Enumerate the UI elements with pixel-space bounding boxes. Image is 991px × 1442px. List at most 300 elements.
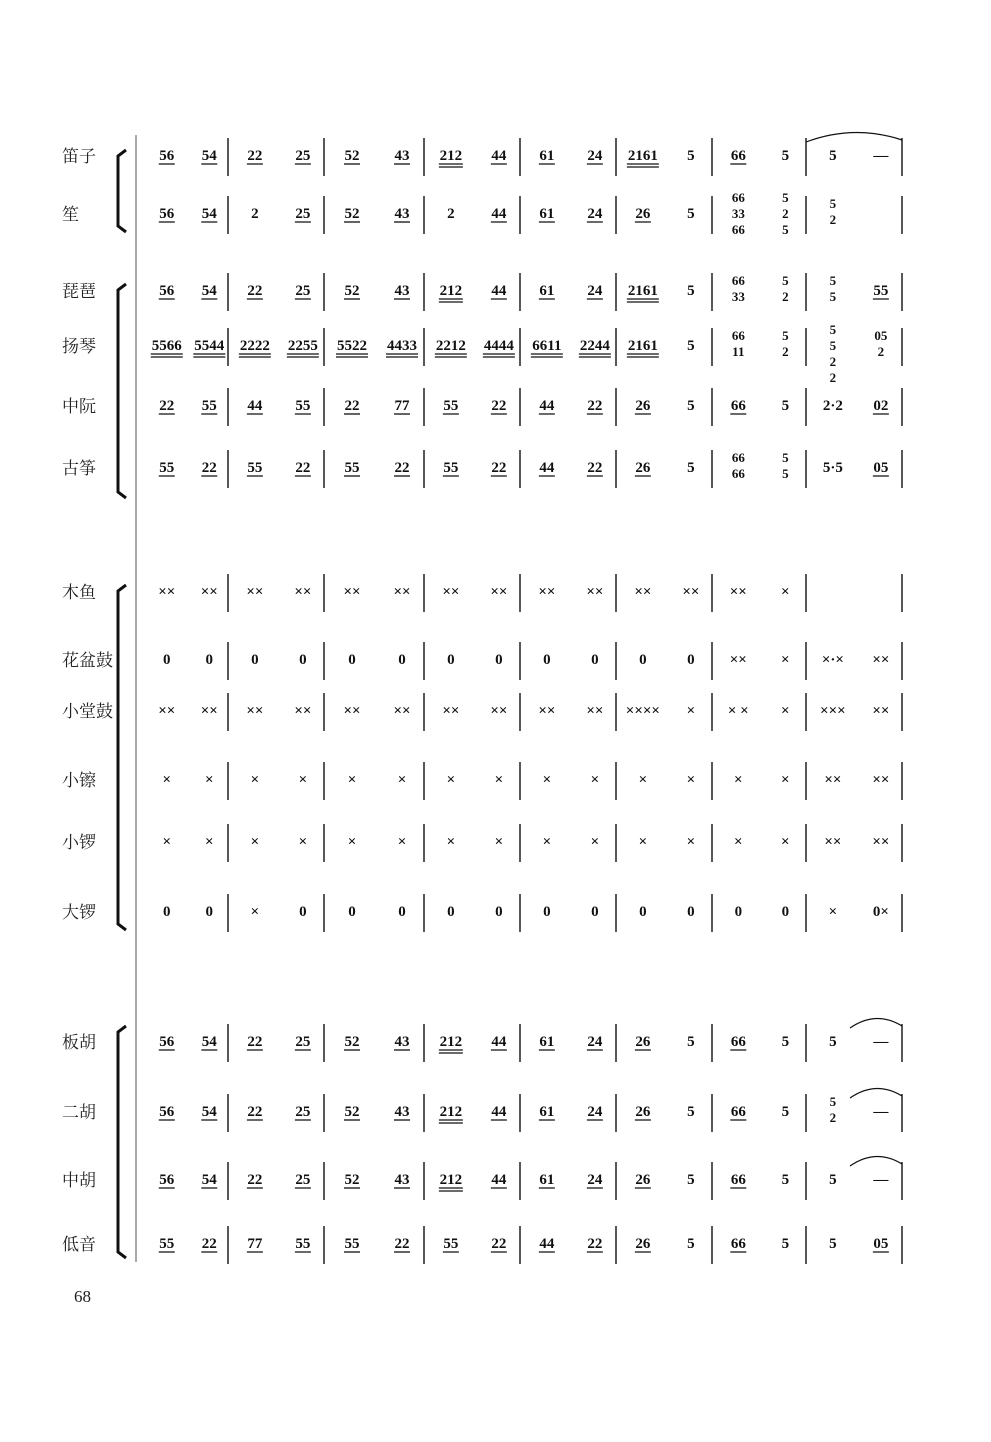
note-beat: 5 bbox=[782, 222, 789, 237]
note-beat: 44 bbox=[539, 460, 555, 476]
note-beat: ××× bbox=[820, 703, 846, 719]
note-beat: 22 bbox=[491, 1236, 507, 1252]
note-beat: 66 bbox=[730, 1104, 746, 1120]
note-beat: × bbox=[638, 772, 648, 788]
note-beat: 0 bbox=[251, 652, 259, 668]
instrument-group-plucked bbox=[62, 273, 902, 498]
note-beat: 5 bbox=[781, 1236, 790, 1252]
note-beat: 43 bbox=[394, 1104, 410, 1120]
note-beat: 56 bbox=[159, 206, 175, 222]
note-beat: ×× bbox=[490, 584, 508, 600]
note-beat: 22 bbox=[491, 398, 507, 414]
note-beat: 4433 bbox=[387, 338, 417, 354]
note-beat: 0 bbox=[687, 904, 695, 920]
note-beat: 2 bbox=[782, 344, 789, 359]
staff-row bbox=[62, 138, 902, 176]
note-beat: 11 bbox=[732, 344, 745, 359]
note-beat: ×× bbox=[538, 584, 556, 600]
note-beat: 5 bbox=[829, 1034, 837, 1050]
note-beat: 0 bbox=[495, 904, 503, 920]
note-beat: × bbox=[347, 772, 357, 788]
note-beat: 52 bbox=[344, 283, 360, 299]
instrument-label: 大锣 bbox=[62, 903, 96, 923]
note-beat: × bbox=[205, 834, 214, 850]
note-beat: — bbox=[873, 1172, 889, 1188]
note-beat: 5 bbox=[687, 460, 695, 476]
note-beat: 05 bbox=[873, 460, 889, 476]
note-beat: × bbox=[347, 834, 357, 850]
note-beat: 61 bbox=[539, 1172, 555, 1188]
note-beat: 5 bbox=[687, 338, 695, 354]
note-beat: 54 bbox=[201, 206, 217, 222]
note-beat: 0 bbox=[299, 904, 307, 920]
instrument-group-bowed bbox=[62, 1024, 902, 1264]
note-beat: 43 bbox=[394, 148, 410, 164]
note-beat: 0 bbox=[543, 904, 551, 920]
note-beat: 5 bbox=[829, 322, 837, 337]
note-beat: 25 bbox=[295, 1104, 311, 1120]
note-beat: 55 bbox=[159, 1236, 175, 1252]
note-beat: ×× bbox=[729, 584, 747, 600]
instrument-label: 板胡 bbox=[62, 1033, 96, 1053]
note-beat: — bbox=[873, 1034, 889, 1050]
note-beat: 212 bbox=[439, 283, 463, 299]
note-beat: 44 bbox=[491, 283, 507, 299]
note-beat: 2 bbox=[447, 206, 455, 222]
note-beat: × bbox=[686, 834, 696, 850]
note-beat: 5 bbox=[829, 1236, 837, 1252]
note-beat: 22 bbox=[247, 148, 263, 164]
note-beat: 24 bbox=[587, 283, 603, 299]
note-beat: ×× bbox=[343, 703, 361, 719]
note-beat: 66 bbox=[731, 190, 745, 205]
note-beat: 44 bbox=[491, 148, 507, 164]
instrument-group-percussion bbox=[62, 574, 902, 932]
note-beat: 5 bbox=[687, 148, 695, 164]
note-beat: 5 bbox=[829, 196, 837, 211]
note-beat: 25 bbox=[295, 1034, 311, 1050]
note-beat: 44 bbox=[491, 1104, 507, 1120]
note-beat: ×× bbox=[200, 584, 218, 600]
note-beat: ×× bbox=[872, 834, 890, 850]
note-beat: 55 bbox=[443, 1236, 459, 1252]
note-beat: × bbox=[298, 834, 308, 850]
note-beat: × bbox=[734, 834, 743, 850]
note-beat: ×× bbox=[393, 584, 411, 600]
note-beat: 25 bbox=[295, 1172, 311, 1188]
group-bracket bbox=[118, 284, 126, 498]
note-beat: 0 bbox=[687, 652, 695, 668]
group-bracket bbox=[118, 585, 126, 930]
note-beat: 52 bbox=[344, 206, 360, 222]
note-beat: 24 bbox=[587, 148, 603, 164]
note-beat: 52 bbox=[344, 1034, 360, 1050]
note-beat: 22 bbox=[394, 460, 410, 476]
note-beat: 0 bbox=[447, 652, 455, 668]
note-beat: × bbox=[781, 652, 790, 668]
note-beat: 56 bbox=[159, 1104, 175, 1120]
instrument-label: 扬琴 bbox=[62, 337, 96, 357]
note-beat: 2 bbox=[829, 354, 837, 369]
staff-row bbox=[62, 1162, 902, 1200]
note-beat: 55 bbox=[247, 460, 263, 476]
note-beat: 5 bbox=[781, 1104, 790, 1120]
note-beat: 22 bbox=[247, 1104, 263, 1120]
note-beat: 5 bbox=[687, 206, 695, 222]
note-beat: × bbox=[828, 904, 838, 920]
note-beat: 54 bbox=[201, 1034, 217, 1050]
note-beat: 2255 bbox=[287, 338, 318, 354]
note-beat: 5 bbox=[782, 466, 789, 481]
staff-row bbox=[62, 388, 902, 426]
staff-row bbox=[62, 1024, 902, 1062]
note-beat: × bbox=[298, 772, 308, 788]
note-beat: 55 bbox=[443, 460, 459, 476]
slur bbox=[850, 1018, 902, 1028]
note-beat: × bbox=[397, 772, 407, 788]
note-beat: 2 bbox=[251, 206, 259, 222]
slur bbox=[806, 132, 902, 142]
note-beat: 0 bbox=[163, 652, 171, 668]
note-beat: 2161 bbox=[627, 338, 658, 354]
note-beat: × bbox=[250, 904, 260, 920]
note-beat: 5 bbox=[687, 1104, 695, 1120]
note-beat: 66 bbox=[730, 398, 746, 414]
note-beat: × bbox=[734, 772, 743, 788]
note-beat: 22 bbox=[394, 1236, 410, 1252]
note-beat: 5 bbox=[781, 148, 790, 164]
staff-row bbox=[62, 322, 902, 385]
note-beat: 55 bbox=[873, 283, 889, 299]
note-beat: 54 bbox=[201, 283, 217, 299]
instrument-label: 小镲 bbox=[62, 771, 96, 791]
note-beat: ×× bbox=[393, 703, 411, 719]
note-beat: ×× bbox=[158, 703, 176, 719]
note-beat: 212 bbox=[439, 1104, 463, 1120]
note-beat: 5 bbox=[781, 1172, 790, 1188]
note-beat: × bbox=[162, 834, 172, 850]
note-beat: × bbox=[781, 772, 790, 788]
note-beat: 61 bbox=[539, 1104, 555, 1120]
note-beat: ×××× bbox=[625, 703, 660, 719]
note-beat: ×× bbox=[682, 584, 700, 600]
note-beat: 5 bbox=[782, 450, 789, 465]
note-beat: 26 bbox=[635, 398, 651, 414]
note-beat: 0 bbox=[495, 652, 503, 668]
instrument-label: 木鱼 bbox=[62, 583, 96, 603]
note-beat: 66 bbox=[731, 273, 745, 288]
note-beat: 24 bbox=[587, 1172, 603, 1188]
note-beat: 55 bbox=[344, 1236, 360, 1252]
note-beat: ×× bbox=[872, 652, 890, 668]
note-beat: × × bbox=[727, 703, 749, 719]
note-beat: ×× bbox=[442, 584, 460, 600]
note-beat: 56 bbox=[159, 283, 175, 299]
note-beat: 61 bbox=[539, 206, 555, 222]
note-beat: 0 bbox=[543, 652, 551, 668]
note-beat: ×× bbox=[586, 584, 604, 600]
instrument-label: 笛子 bbox=[62, 147, 96, 167]
note-beat: 22 bbox=[247, 1034, 263, 1050]
note-beat: 0 bbox=[734, 904, 743, 920]
note-beat: 0 bbox=[205, 904, 214, 920]
note-beat: 25 bbox=[295, 206, 311, 222]
note-beat: 22 bbox=[201, 1236, 217, 1252]
note-beat: × bbox=[590, 834, 600, 850]
note-beat: 0 bbox=[639, 904, 647, 920]
note-beat: 2 bbox=[829, 370, 837, 385]
note-beat: 6611 bbox=[532, 338, 562, 354]
note-beat: 52 bbox=[344, 148, 360, 164]
note-beat: 33 bbox=[731, 289, 745, 304]
note-beat: 22 bbox=[587, 398, 603, 414]
note-beat: 5 bbox=[687, 1034, 695, 1050]
note-beat: 0 bbox=[348, 904, 356, 920]
note-beat: 0 bbox=[591, 652, 599, 668]
note-beat: 56 bbox=[159, 148, 175, 164]
note-beat: 55 bbox=[295, 398, 311, 414]
note-beat: 22 bbox=[344, 398, 360, 414]
note-beat: 22 bbox=[587, 1236, 603, 1252]
note-beat: 22 bbox=[159, 398, 175, 414]
staff-row bbox=[62, 1094, 902, 1132]
note-beat: ×× bbox=[824, 772, 842, 788]
note-beat: 24 bbox=[587, 1034, 603, 1050]
note-beat: × bbox=[686, 703, 696, 719]
note-beat: × bbox=[250, 834, 260, 850]
note-beat: 4444 bbox=[483, 338, 514, 354]
note-beat: 5522 bbox=[337, 338, 367, 354]
note-beat: ×× bbox=[490, 703, 508, 719]
note-beat: 2222 bbox=[239, 338, 270, 354]
note-beat: × bbox=[781, 703, 790, 719]
note-beat: ×× bbox=[200, 703, 218, 719]
note-beat: × bbox=[446, 834, 456, 850]
note-beat: — bbox=[873, 1104, 889, 1120]
note-beat: ×× bbox=[634, 584, 652, 600]
staff-row bbox=[62, 894, 902, 932]
note-beat: 24 bbox=[587, 1104, 603, 1120]
note-beat: — bbox=[873, 148, 889, 164]
note-beat: 77 bbox=[394, 398, 410, 414]
note-beat: 2 bbox=[877, 344, 885, 359]
note-beat: 56 bbox=[159, 1034, 175, 1050]
note-beat: ×× bbox=[872, 772, 890, 788]
note-beat: ×× bbox=[729, 652, 747, 668]
instrument-label: 中胡 bbox=[62, 1171, 96, 1191]
note-beat: 26 bbox=[635, 1236, 651, 1252]
note-beat: 22 bbox=[491, 460, 507, 476]
note-beat: ×× bbox=[294, 703, 312, 719]
instrument-label: 古筝 bbox=[62, 459, 96, 479]
note-beat: 52 bbox=[344, 1104, 360, 1120]
staff-row bbox=[62, 693, 902, 731]
instrument-label: 花盆鼓 bbox=[62, 651, 113, 671]
note-beat: 0 bbox=[398, 652, 406, 668]
note-beat: 56 bbox=[159, 1172, 175, 1188]
note-beat: 26 bbox=[635, 460, 651, 476]
note-beat: 0 bbox=[163, 904, 171, 920]
note-beat: 0 bbox=[205, 652, 214, 668]
note-beat: 5 bbox=[782, 328, 789, 343]
note-beat: × bbox=[162, 772, 172, 788]
note-beat: 2244 bbox=[579, 338, 610, 354]
note-beat: 2161 bbox=[627, 148, 658, 164]
note-beat: ×× bbox=[343, 584, 361, 600]
note-beat: 5 bbox=[829, 338, 837, 353]
note-beat: × bbox=[446, 772, 456, 788]
note-beat: 54 bbox=[201, 1104, 217, 1120]
staff-row bbox=[62, 824, 902, 862]
group-bracket bbox=[118, 150, 126, 232]
note-beat: 0 bbox=[348, 652, 356, 668]
note-beat: 61 bbox=[539, 148, 555, 164]
note-beat: 0× bbox=[872, 904, 889, 920]
note-beat: 5 bbox=[687, 283, 695, 299]
note-beat: 0 bbox=[447, 904, 455, 920]
note-beat: 54 bbox=[201, 1172, 217, 1188]
note-beat: 22 bbox=[201, 460, 217, 476]
note-beat: 5566 bbox=[151, 338, 182, 354]
note-beat: 2 bbox=[782, 206, 789, 221]
page-number: 68 bbox=[74, 1287, 91, 1306]
staff-row bbox=[62, 273, 902, 311]
slur bbox=[850, 1156, 902, 1166]
note-beat: × bbox=[542, 834, 552, 850]
note-beat: 5 bbox=[782, 190, 789, 205]
note-beat: 24 bbox=[587, 206, 603, 222]
note-beat: ×× bbox=[246, 703, 264, 719]
staff-row bbox=[62, 1226, 902, 1264]
note-beat: 0 bbox=[299, 652, 307, 668]
note-beat: 43 bbox=[394, 206, 410, 222]
instrument-label: 低音 bbox=[62, 1235, 96, 1255]
note-beat: 55 bbox=[201, 398, 217, 414]
note-beat: 26 bbox=[635, 1104, 651, 1120]
note-beat: 0 bbox=[591, 904, 599, 920]
note-beat: 212 bbox=[439, 148, 463, 164]
note-beat: 43 bbox=[394, 1172, 410, 1188]
note-beat: 2 bbox=[782, 289, 789, 304]
note-beat: 5 bbox=[781, 1034, 790, 1050]
note-beat: × bbox=[686, 772, 696, 788]
note-beat: 77 bbox=[247, 1236, 263, 1252]
note-beat: 2·2 bbox=[822, 398, 843, 414]
note-beat: ×× bbox=[246, 584, 264, 600]
note-beat: 55 bbox=[344, 460, 360, 476]
note-beat: × bbox=[494, 772, 504, 788]
note-beat: 43 bbox=[394, 283, 410, 299]
note-beat: 5 bbox=[687, 1172, 695, 1188]
note-beat: 0 bbox=[398, 904, 406, 920]
group-bracket bbox=[118, 1026, 126, 1258]
note-beat: ×× bbox=[872, 703, 890, 719]
note-beat: × bbox=[250, 772, 260, 788]
note-beat: 66 bbox=[731, 466, 745, 481]
note-beat: 22 bbox=[587, 460, 603, 476]
note-beat: × bbox=[494, 834, 504, 850]
note-beat: 43 bbox=[394, 1034, 410, 1050]
instrument-label: 小堂鼓 bbox=[62, 702, 113, 722]
instrument-label: 中阮 bbox=[62, 397, 96, 417]
note-beat: 22 bbox=[295, 460, 311, 476]
note-beat: 44 bbox=[539, 1236, 555, 1252]
staff-row bbox=[62, 762, 902, 800]
note-beat: 5 bbox=[829, 148, 837, 164]
note-beat: 66 bbox=[731, 222, 745, 237]
note-beat: 61 bbox=[539, 1034, 555, 1050]
note-beat: 44 bbox=[491, 1172, 507, 1188]
note-beat: 66 bbox=[731, 450, 745, 465]
note-beat: 5 bbox=[687, 398, 695, 414]
note-beat: 05 bbox=[873, 1236, 889, 1252]
staff-row bbox=[62, 190, 902, 237]
note-beat: ×·× bbox=[821, 652, 844, 668]
note-beat: 22 bbox=[247, 283, 263, 299]
instrument-label: 二胡 bbox=[62, 1103, 96, 1123]
note-beat: ×× bbox=[294, 584, 312, 600]
note-beat: 0 bbox=[639, 652, 647, 668]
note-beat: 26 bbox=[635, 206, 651, 222]
instrument-label: 琵琶 bbox=[62, 282, 96, 302]
note-beat: 66 bbox=[730, 1034, 746, 1050]
note-beat: 22 bbox=[247, 1172, 263, 1188]
note-beat: 66 bbox=[730, 1172, 746, 1188]
note-beat: × bbox=[781, 834, 790, 850]
note-beat: ×× bbox=[586, 703, 604, 719]
note-beat: 5 bbox=[687, 1236, 695, 1252]
note-beat: ×× bbox=[442, 703, 460, 719]
note-beat: 5 bbox=[829, 1172, 837, 1188]
slur bbox=[850, 1088, 902, 1098]
note-beat: × bbox=[638, 834, 648, 850]
note-beat: 5 bbox=[781, 398, 790, 414]
note-beat: 55 bbox=[159, 460, 175, 476]
note-beat: 2212 bbox=[435, 338, 466, 354]
note-beat: 5 bbox=[829, 273, 837, 288]
note-beat: 02 bbox=[873, 398, 889, 414]
note-beat: 54 bbox=[201, 148, 217, 164]
note-beat: 44 bbox=[539, 398, 555, 414]
note-beat: ×× bbox=[538, 703, 556, 719]
staff-row bbox=[62, 642, 902, 680]
note-beat: 61 bbox=[539, 283, 555, 299]
note-beat: 66 bbox=[731, 328, 745, 343]
note-beat: ×× bbox=[158, 584, 176, 600]
note-beat: 26 bbox=[635, 1172, 651, 1188]
note-beat: 2 bbox=[829, 1110, 837, 1125]
note-beat: 212 bbox=[439, 1034, 463, 1050]
note-beat: 44 bbox=[491, 1034, 507, 1050]
note-beat: × bbox=[205, 772, 214, 788]
note-beat: 5 bbox=[829, 289, 837, 304]
note-beat: × bbox=[397, 834, 407, 850]
note-beat: × bbox=[781, 584, 790, 600]
note-beat: 26 bbox=[635, 1034, 651, 1050]
note-beat: 25 bbox=[295, 283, 311, 299]
note-beat: 55 bbox=[295, 1236, 311, 1252]
instrument-label: 小锣 bbox=[62, 833, 96, 853]
note-beat: ×× bbox=[824, 834, 842, 850]
note-beat: 2161 bbox=[627, 283, 658, 299]
note-beat: 66 bbox=[730, 148, 746, 164]
note-beat: 33 bbox=[731, 206, 745, 221]
note-beat: 44 bbox=[247, 398, 263, 414]
note-beat: 2 bbox=[829, 212, 837, 227]
note-beat: 44 bbox=[491, 206, 507, 222]
note-beat: 5 bbox=[829, 1094, 837, 1109]
note-beat: 55 bbox=[443, 398, 459, 414]
